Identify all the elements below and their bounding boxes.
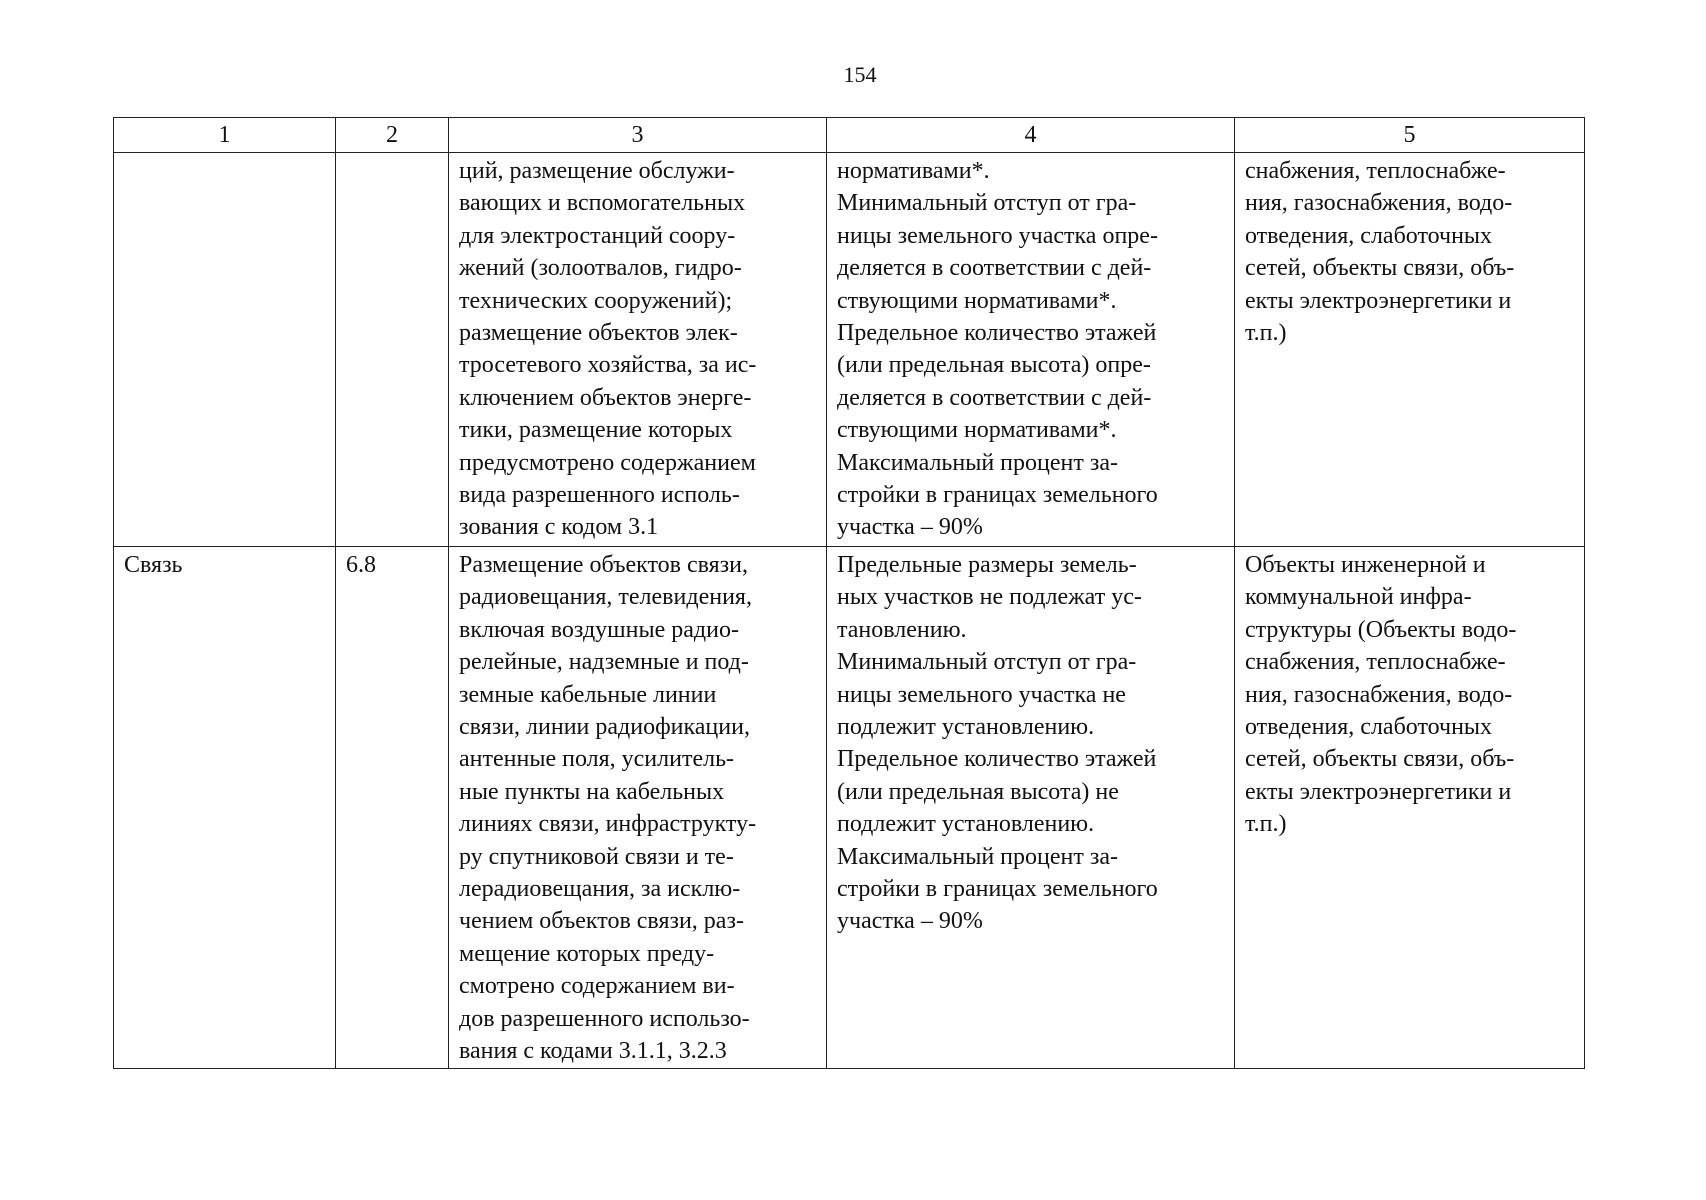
auxiliary-uses-cell: Объекты инженерной и коммунальной инфра- структуры (Объекты водо- снабжения, теплоснабже- ния, газоснабжения, водо- отведения, слаботочных сетей, объекты связи, объ- екты электроэнергетики и т.п.) xyxy=(1235,547,1585,1069)
column-number-3: 3 xyxy=(449,118,827,153)
column-number-1: 1 xyxy=(114,118,336,153)
use-type-description-cell: ций, размещение обслужи- вающих и вспомогательных для электростанций соору- жений (золоотвалов, гидро- технических сооружений); размещение объектов элек- тросетевого хозяйства, за ис- ключением объектов энерге- тики, размещение которых предусмотрено содержанием вида разрешенного исполь- зования с кодом 3.1 xyxy=(449,153,827,547)
use-type-description-cell: Размещение объектов связи, радиовещания, телевидения, включая воздушные радио- релейные, надземные и под- земные кабельные линии связи, линии радиофикации, антенные поля, усилитель- ные пункты на кабельных линиях связи, инфраструкту- ру спутниковой связи и те- лерадиовещания, за исклю- чением объектов связи, раз- мещение которых преду- смотрено содержанием ви- дов разрешенного использо- вания с кодами 3.1.1, 3.2.3 xyxy=(449,547,827,1069)
column-number-5: 5 xyxy=(1235,118,1585,153)
table-row xyxy=(114,153,1585,547)
parameters-cell: нормативами*. Минимальный отступ от гра- ницы земельного участка опре- деляется в соответствии с дей- ствующими нормативами*. Предельное количество этажей (или предельная высота) опре- деляется в соответствии с дей- ствующими нормативами*. Максимальный процент за- стройки в границах земельного участка – 90% xyxy=(827,153,1235,547)
use-type-code-cell: 6.8 xyxy=(336,547,449,1069)
use-type-name-cell: Связь xyxy=(114,547,336,1069)
parameters-cell: Предельные размеры земель- ных участков не подлежат ус- тановлению. Минимальный отступ от гра- ницы земельного участка не подлежит установлению. Предельное количество этажей (или предельная высота) не подлежит установлению. Максимальный процент за- стройки в границах земельного участка – 90% xyxy=(827,547,1235,1069)
table-row xyxy=(114,547,1585,1069)
use-type-code-cell xyxy=(336,153,449,547)
column-number-2: 2 xyxy=(336,118,449,153)
column-number-4: 4 xyxy=(827,118,1235,153)
page-number: 154 xyxy=(843,62,877,87)
land-use-table xyxy=(113,117,1585,1069)
use-type-name-cell xyxy=(114,153,336,547)
auxiliary-uses-cell: снабжения, теплоснабже- ния, газоснабжения, водо- отведения, слаботочных сетей, объекты связи, объ- екты электроэнергетики и т.п.) xyxy=(1235,153,1585,547)
column-number-row xyxy=(114,118,1585,153)
